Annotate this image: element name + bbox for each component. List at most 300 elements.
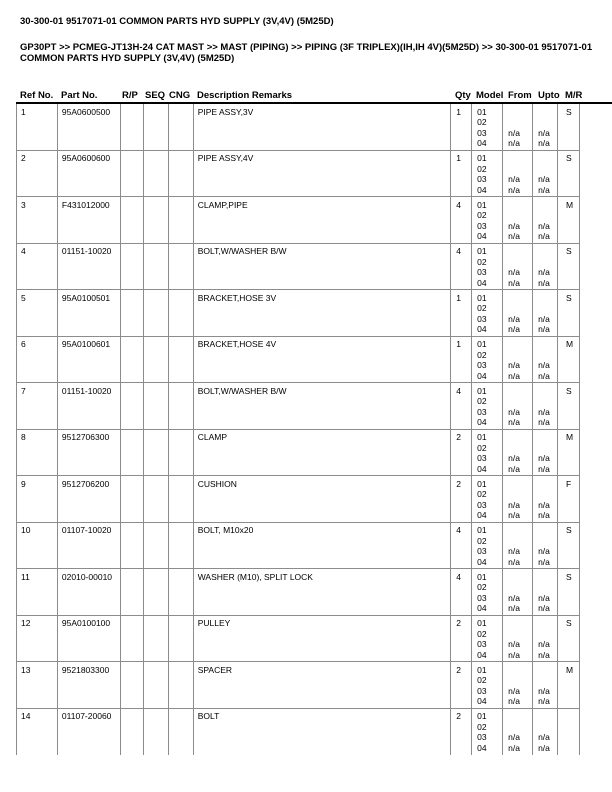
- cell-model-line: 01: [477, 525, 487, 535]
- cell-model-line: 02: [477, 210, 487, 221]
- cell-upto-line: [538, 164, 556, 175]
- cell-mr: M: [558, 337, 580, 383]
- cell-from-line: n/a: [508, 220, 520, 231]
- cell-from-line: [508, 489, 531, 500]
- cell-upto-line: [538, 572, 556, 583]
- cell-upto-line: n/a: [538, 603, 550, 614]
- cell-model: [472, 523, 503, 569]
- cell-from-line: n/a: [508, 184, 520, 195]
- cell-description: PULLEY: [194, 616, 451, 662]
- cell-upto-line: [538, 200, 556, 211]
- cell-upto-line: [538, 303, 556, 314]
- cell-model-line: 04: [477, 556, 487, 567]
- cell-rp: [121, 383, 144, 429]
- cell-cng: [169, 244, 194, 290]
- cell-model: [472, 383, 503, 429]
- cell-upto-line: [538, 107, 556, 118]
- cell-model: [472, 197, 503, 243]
- cell-upto-line: n/a: [538, 696, 550, 707]
- cell-from-line: n/a: [508, 742, 520, 753]
- cell-from-line: [508, 572, 531, 583]
- cell-upto-line: n/a: [538, 592, 550, 603]
- cell-description: SPACER: [194, 662, 451, 708]
- cell-model-line: 04: [477, 370, 487, 381]
- cell-upto-line: n/a: [538, 453, 550, 464]
- cell-mr: S: [558, 104, 580, 150]
- cell-mr: F: [558, 476, 580, 522]
- cell-from-line: n/a: [508, 556, 520, 567]
- table-header-row: [16, 84, 583, 101]
- cell-from-line: n/a: [508, 603, 520, 614]
- cell-cng: [169, 569, 194, 615]
- cell-from-line: [508, 350, 531, 361]
- cell-rp: [121, 616, 144, 662]
- cell-part-no: 95A0600500: [58, 104, 121, 150]
- cell-from-line: n/a: [508, 417, 520, 428]
- cell-model-line: 03: [477, 360, 487, 371]
- cell-qty: 2: [451, 616, 472, 662]
- cell-upto: [533, 662, 558, 708]
- cell-from: [503, 383, 533, 429]
- cell-model-line: 04: [477, 417, 487, 428]
- cell-upto-line: [538, 443, 556, 454]
- cell-ref-no: 3: [17, 197, 58, 243]
- cell-cng: [169, 337, 194, 383]
- cell-upto-line: [538, 675, 556, 686]
- cell-upto: [533, 616, 558, 662]
- cell-upto-line: [538, 711, 556, 722]
- cell-from-line: n/a: [508, 685, 520, 696]
- cell-from-line: [508, 432, 531, 443]
- cell-seq: [144, 104, 169, 150]
- cell-model: [472, 337, 503, 383]
- cell-cng: [169, 104, 194, 150]
- cell-model-line: 03: [477, 546, 487, 557]
- cell-from-line: n/a: [508, 174, 520, 185]
- cell-ref-no: 8: [17, 430, 58, 476]
- table-row: [16, 383, 580, 430]
- cell-description: BRACKET,HOSE 3V: [194, 290, 451, 336]
- cell-upto-line: [538, 117, 556, 128]
- table-row: [16, 244, 580, 291]
- cell-model-line: 01: [477, 618, 487, 628]
- cell-from-line: [508, 117, 531, 128]
- cell-model-line: 03: [477, 732, 487, 743]
- cell-model-line: 03: [477, 453, 487, 464]
- cell-from-line: [508, 479, 531, 490]
- cell-qty: 4: [451, 383, 472, 429]
- cell-from-line: [508, 629, 531, 640]
- cell-qty: 2: [451, 476, 472, 522]
- cell-model-line: 03: [477, 127, 487, 138]
- cell-upto: [533, 197, 558, 243]
- cell-part-no: F431012000: [58, 197, 121, 243]
- cell-cng: [169, 476, 194, 522]
- table-row: [16, 197, 580, 244]
- cell-model-line: 03: [477, 592, 487, 603]
- cell-ref-no: 11: [17, 569, 58, 615]
- cell-model-line: 03: [477, 267, 487, 278]
- cell-part-no: 01151-10020: [58, 383, 121, 429]
- cell-upto: [533, 337, 558, 383]
- cell-model-line: 01: [477, 292, 487, 303]
- cell-model-line: 03: [477, 406, 487, 417]
- cell-cng: [169, 709, 194, 756]
- cell-upto-line: [538, 293, 556, 304]
- cell-qty: 1: [451, 337, 472, 383]
- cell-model-line: 03: [477, 313, 487, 324]
- cell-upto-line: [538, 396, 556, 407]
- cell-model-line: 02: [477, 396, 487, 407]
- cell-qty: 4: [451, 523, 472, 569]
- cell-upto: [533, 430, 558, 476]
- cell-model-line: 04: [477, 510, 487, 521]
- cell-part-no: 95A0600600: [58, 151, 121, 197]
- cell-description: PIPE ASSY,4V: [194, 151, 451, 197]
- cell-model-line: 02: [477, 442, 487, 453]
- cell-from-line: [508, 443, 531, 454]
- column-header-upto: Upto: [538, 90, 560, 101]
- cell-qty: 4: [451, 569, 472, 615]
- cell-upto-line: [538, 536, 556, 547]
- cell-upto-line: n/a: [538, 742, 550, 753]
- cell-model-line: 01: [477, 106, 487, 117]
- cell-upto-line: n/a: [538, 649, 550, 660]
- cell-from-line: n/a: [508, 360, 520, 371]
- cell-from: [503, 430, 533, 476]
- cell-qty: 1: [451, 151, 472, 197]
- cell-from-line: [508, 711, 531, 722]
- cell-mr: M: [558, 662, 580, 708]
- cell-from: [503, 476, 533, 522]
- cell-model-line: 02: [477, 721, 487, 732]
- cell-seq: [144, 290, 169, 336]
- cell-part-no: 9512706200: [58, 476, 121, 522]
- cell-upto-line: [538, 582, 556, 593]
- cell-rp: [121, 290, 144, 336]
- cell-model-line: 02: [477, 163, 487, 174]
- cell-upto: [533, 523, 558, 569]
- cell-upto-line: n/a: [538, 370, 550, 381]
- cell-description: BOLT,W/WASHER B/W: [194, 383, 451, 429]
- cell-ref-no: 9: [17, 476, 58, 522]
- cell-model-line: 01: [477, 246, 487, 256]
- cell-upto-line: [538, 210, 556, 221]
- cell-upto-line: [538, 153, 556, 164]
- cell-model-line: 02: [477, 117, 487, 128]
- cell-description: BOLT: [194, 709, 451, 756]
- cell-from-line: [508, 618, 531, 629]
- cell-model: [472, 709, 503, 756]
- table-row: [16, 476, 580, 523]
- cell-upto-line: n/a: [538, 406, 550, 417]
- cell-from: [503, 662, 533, 708]
- cell-upto-line: n/a: [538, 127, 550, 138]
- table-row: [16, 523, 580, 570]
- cell-upto-line: [538, 339, 556, 350]
- cell-seq: [144, 476, 169, 522]
- cell-model-line: 04: [477, 184, 487, 195]
- cell-qty: 4: [451, 197, 472, 243]
- cell-upto-line: n/a: [538, 220, 550, 231]
- cell-upto-line: [538, 525, 556, 536]
- cell-upto-line: n/a: [538, 138, 550, 149]
- cell-upto-line: n/a: [538, 499, 550, 510]
- cell-model-line: 04: [477, 463, 487, 474]
- cell-ref-no: 4: [17, 244, 58, 290]
- cell-part-no: 95A0100100: [58, 616, 121, 662]
- cell-model: [472, 290, 503, 336]
- cell-description: CLAMP: [194, 430, 451, 476]
- cell-upto-line: [538, 350, 556, 361]
- cell-upto-line: n/a: [538, 184, 550, 195]
- cell-cng: [169, 290, 194, 336]
- cell-from-line: n/a: [508, 453, 520, 464]
- cell-description: CLAMP,PIPE: [194, 197, 451, 243]
- cell-upto: [533, 383, 558, 429]
- cell-model-line: 04: [477, 742, 487, 753]
- cell-model-line: 02: [477, 256, 487, 267]
- cell-upto-line: n/a: [538, 463, 550, 474]
- cell-rp: [121, 337, 144, 383]
- cell-mr: S: [558, 290, 580, 336]
- cell-seq: [144, 151, 169, 197]
- cell-upto: [533, 569, 558, 615]
- cell-upto-line: [538, 479, 556, 490]
- cell-upto-line: n/a: [538, 277, 550, 288]
- cell-seq: [144, 337, 169, 383]
- cell-description: WASHER (M10), SPLIT LOCK: [194, 569, 451, 615]
- cell-model: [472, 662, 503, 708]
- cell-upto-line: n/a: [538, 732, 550, 743]
- cell-mr: S: [558, 569, 580, 615]
- cell-from: [503, 197, 533, 243]
- cell-model-line: 02: [477, 582, 487, 593]
- column-header-qty: Qty: [455, 90, 471, 101]
- cell-from-line: [508, 339, 531, 350]
- table-row: [16, 430, 580, 477]
- cell-part-no: 01151-10020: [58, 244, 121, 290]
- cell-from-line: n/a: [508, 277, 520, 288]
- cell-model-line: 02: [477, 349, 487, 360]
- cell-from-line: n/a: [508, 313, 520, 324]
- breadcrumb: GP30PT >> PCMEG-JT13H-24 CAT MAST >> MAST (PIPING) >> PIPING (3F TRIPLEX)(IH,IH 4V)(5M25D) >> 30-300-01 9517071-01 COMMON PARTS HYD SUPPLY (3V,4V) (5M25D): [20, 42, 593, 64]
- cell-ref-no: 6: [17, 337, 58, 383]
- cell-qty: 1: [451, 290, 472, 336]
- cell-ref-no: 1: [17, 104, 58, 150]
- cell-upto-line: [538, 618, 556, 629]
- cell-part-no: 95A0100601: [58, 337, 121, 383]
- cell-upto: [533, 290, 558, 336]
- cell-from-line: n/a: [508, 639, 520, 650]
- cell-model: [472, 569, 503, 615]
- cell-description: BOLT,W/WASHER B/W: [194, 244, 451, 290]
- cell-from: [503, 290, 533, 336]
- cell-model-line: 04: [477, 138, 487, 149]
- column-header-model: Model: [476, 90, 504, 101]
- cell-model-line: 01: [477, 711, 487, 721]
- cell-model-line: 03: [477, 220, 487, 231]
- cell-part-no: 9521803300: [58, 662, 121, 708]
- cell-cng: [169, 197, 194, 243]
- cell-ref-no: 12: [17, 616, 58, 662]
- cell-model-line: 01: [477, 385, 487, 396]
- table-row: [16, 616, 580, 663]
- cell-upto-line: n/a: [538, 556, 550, 567]
- cell-model-line: 04: [477, 231, 487, 242]
- cell-part-no: 01107-10020: [58, 523, 121, 569]
- cell-model-line: 04: [477, 696, 487, 707]
- cell-model-line: 02: [477, 303, 487, 314]
- cell-cng: [169, 662, 194, 708]
- cell-ref-no: 10: [17, 523, 58, 569]
- cell-upto-line: n/a: [538, 360, 550, 371]
- cell-mr: S: [558, 383, 580, 429]
- cell-model-line: 02: [477, 628, 487, 639]
- cell-from-line: n/a: [508, 546, 520, 557]
- cell-from-line: n/a: [508, 499, 520, 510]
- cell-model-line: 02: [477, 535, 487, 546]
- cell-from: [503, 151, 533, 197]
- cell-from-line: [508, 257, 531, 268]
- cell-from-line: [508, 722, 531, 733]
- cell-qty: 1: [451, 104, 472, 150]
- cell-from: [503, 709, 533, 756]
- cell-upto: [533, 244, 558, 290]
- cell-model-line: 01: [477, 153, 487, 163]
- cell-rp: [121, 151, 144, 197]
- cell-upto: [533, 151, 558, 197]
- cell-mr: S: [558, 244, 580, 290]
- cell-model-line: 04: [477, 324, 487, 335]
- cell-model-line: 01: [477, 664, 487, 675]
- cell-qty: 2: [451, 662, 472, 708]
- cell-from-line: [508, 675, 531, 686]
- cell-from-line: [508, 153, 531, 164]
- cell-from-line: n/a: [508, 324, 520, 335]
- cell-upto-line: [538, 665, 556, 676]
- cell-cng: [169, 616, 194, 662]
- cell-from: [503, 569, 533, 615]
- cell-description: BOLT, M10x20: [194, 523, 451, 569]
- cell-upto-line: n/a: [538, 510, 550, 521]
- cell-ref-no: 2: [17, 151, 58, 197]
- cell-upto-line: n/a: [538, 639, 550, 650]
- cell-from-line: n/a: [508, 696, 520, 707]
- cell-part-no: 02010-00010: [58, 569, 121, 615]
- cell-mr: S: [558, 151, 580, 197]
- cell-cng: [169, 523, 194, 569]
- cell-description: BRACKET,HOSE 4V: [194, 337, 451, 383]
- cell-from-line: n/a: [508, 406, 520, 417]
- cell-from-line: [508, 665, 531, 676]
- cell-rp: [121, 244, 144, 290]
- table-row: [16, 569, 580, 616]
- cell-from-line: n/a: [508, 370, 520, 381]
- cell-from-line: n/a: [508, 649, 520, 660]
- cell-ref-no: 13: [17, 662, 58, 708]
- cell-upto-line: [538, 246, 556, 257]
- cell-qty: 2: [451, 709, 472, 756]
- column-header-seq: SEQ: [145, 90, 166, 101]
- cell-from-line: [508, 525, 531, 536]
- cell-part-no: 9512706300: [58, 430, 121, 476]
- cell-upto-line: [538, 722, 556, 733]
- cell-seq: [144, 569, 169, 615]
- cell-model-line: 01: [477, 478, 487, 489]
- cell-ref-no: 7: [17, 383, 58, 429]
- parts-table-body: [16, 104, 580, 755]
- cell-rp: [121, 430, 144, 476]
- cell-from-line: n/a: [508, 127, 520, 138]
- cell-rp: [121, 197, 144, 243]
- cell-upto-line: n/a: [538, 313, 550, 324]
- cell-upto-line: n/a: [538, 685, 550, 696]
- cell-seq: [144, 244, 169, 290]
- cell-upto-line: [538, 257, 556, 268]
- cell-part-no: 95A0100501: [58, 290, 121, 336]
- column-header-from: From: [508, 90, 532, 101]
- cell-ref-no: 5: [17, 290, 58, 336]
- cell-upto-line: n/a: [538, 417, 550, 428]
- cell-from-line: n/a: [508, 231, 520, 242]
- cell-from-line: [508, 210, 531, 221]
- cell-from-line: [508, 246, 531, 257]
- column-header-part-no: Part No.: [61, 90, 98, 101]
- document-title: 30-300-01 9517071-01 COMMON PARTS HYD SUPPLY (3V,4V) (5M25D): [20, 16, 334, 27]
- cell-upto-line: n/a: [538, 267, 550, 278]
- cell-ref-no: 14: [17, 709, 58, 756]
- cell-model-line: 02: [477, 489, 487, 500]
- column-header-mr: M/R: [565, 90, 583, 101]
- cell-from-line: n/a: [508, 592, 520, 603]
- cell-model: [472, 151, 503, 197]
- cell-from-line: n/a: [508, 463, 520, 474]
- cell-upto-line: [538, 386, 556, 397]
- cell-description: CUSHION: [194, 476, 451, 522]
- cell-seq: [144, 616, 169, 662]
- cell-from-line: n/a: [508, 138, 520, 149]
- cell-seq: [144, 383, 169, 429]
- cell-model: [472, 476, 503, 522]
- column-header-cng: CNG: [169, 90, 191, 101]
- cell-model-line: 03: [477, 174, 487, 185]
- table-row: [16, 662, 580, 709]
- cell-cng: [169, 151, 194, 197]
- cell-rp: [121, 476, 144, 522]
- cell-model-line: 02: [477, 675, 487, 686]
- cell-model-line: 04: [477, 603, 487, 614]
- cell-from: [503, 104, 533, 150]
- cell-from-line: [508, 200, 531, 211]
- cell-from: [503, 616, 533, 662]
- cell-part-no: 01107-20060: [58, 709, 121, 756]
- cell-from: [503, 523, 533, 569]
- cell-model-line: 01: [477, 199, 487, 210]
- cell-upto: [533, 476, 558, 522]
- cell-qty: 2: [451, 430, 472, 476]
- column-header-description: Description Remarks: [197, 90, 293, 101]
- table-row: [16, 151, 580, 198]
- cell-upto-line: n/a: [538, 546, 550, 557]
- cell-model: [472, 430, 503, 476]
- cell-from-line: [508, 164, 531, 175]
- cell-rp: [121, 569, 144, 615]
- table-row: [16, 104, 580, 151]
- cell-from-line: [508, 396, 531, 407]
- cell-model-line: 03: [477, 685, 487, 696]
- cell-upto-line: n/a: [538, 324, 550, 335]
